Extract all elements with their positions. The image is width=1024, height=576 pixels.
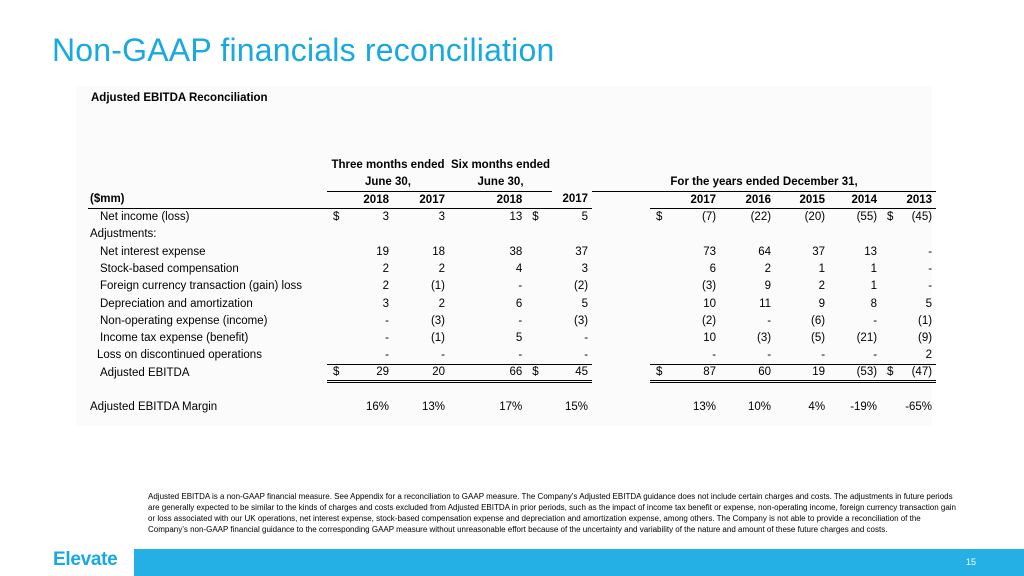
header-three-months-date: June 30,	[327, 174, 449, 191]
cell: -	[928, 280, 933, 293]
cell: 2	[899, 347, 936, 364]
cell: -	[385, 332, 389, 345]
table-title: Adjusted EBITDA Reconciliation	[91, 92, 268, 104]
header-three-months: Three months ended	[331, 159, 445, 172]
cell: 11	[759, 297, 772, 310]
table-row	[88, 278, 936, 295]
row-label: Income tax expense (benefit)	[100, 332, 249, 345]
cell: (2)	[701, 314, 717, 327]
cell: -	[552, 347, 592, 364]
elevate-logo: Elevate	[53, 549, 118, 570]
cell: (3)	[756, 332, 772, 345]
cell: (7)	[701, 211, 717, 224]
cell: -	[472, 347, 526, 364]
cell: (3)	[430, 314, 445, 327]
col-header: 2014	[829, 192, 881, 209]
cell: -	[775, 347, 829, 364]
header-row-2	[88, 174, 936, 191]
cell: 1	[818, 262, 826, 275]
cell: 4	[515, 262, 523, 275]
cell: 3	[382, 211, 389, 224]
cell: (3)	[701, 280, 717, 293]
footer-bar	[134, 549, 1024, 576]
row-label: Net interest expense	[100, 245, 206, 258]
row-label: Net income (loss)	[100, 211, 190, 224]
cell: 60	[720, 365, 775, 382]
cell: (1)	[917, 314, 933, 327]
column-header-row	[88, 192, 936, 209]
currency-symbol: $	[327, 365, 347, 382]
cell: (22)	[750, 211, 772, 224]
cell: 45	[552, 365, 592, 382]
currency-symbol: $	[650, 365, 670, 382]
cell: -	[393, 347, 449, 364]
cell: 2	[438, 262, 445, 275]
cell: -	[584, 332, 589, 345]
cell: -	[518, 280, 523, 293]
cell: 2	[382, 262, 389, 275]
table-row	[88, 347, 936, 364]
cell: (9)	[917, 332, 933, 345]
table-row	[88, 226, 936, 243]
cell: 5	[515, 332, 523, 345]
cell: 3	[382, 297, 389, 310]
cell: 10	[703, 297, 717, 310]
cell: 6	[709, 262, 717, 275]
cell: 13%	[421, 401, 445, 414]
cell: -	[720, 347, 775, 364]
cell: (5)	[810, 332, 826, 345]
cell: (53)	[829, 365, 881, 382]
cell: (1)	[430, 280, 445, 293]
row-label: Adjusted EBITDA	[100, 366, 190, 379]
cell: 13%	[693, 401, 717, 414]
cell: 73	[703, 245, 717, 258]
unit-label: ($mm)	[88, 192, 327, 209]
cell: 8	[870, 297, 878, 310]
row-label: Stock-based compensation	[100, 262, 239, 275]
cell: 38	[509, 245, 523, 258]
cell: 5	[581, 211, 589, 224]
cell: (47)	[899, 365, 936, 382]
cell: 2	[764, 262, 772, 275]
table-row	[88, 295, 936, 312]
cell: -19%	[850, 401, 878, 414]
cell: 13	[509, 211, 523, 224]
row-label: Adjusted EBITDA Margin	[90, 401, 218, 414]
cell: 87	[670, 365, 720, 382]
col-header: 2016	[720, 192, 775, 209]
cell: -	[385, 314, 389, 327]
footnote: Adjusted EBITDA is a non-GAAP financial measure. See Appendix for a reconciliation to GAAP measure. The Company’s Adjusted EBITDA guidance does not include certain charges and costs. The adjustments in future periods are generally expected to be similar to the kinds of charges and costs excluded from Adjusted EBITDA in prior periods, such as the impact of income tax benefit or expense, non-operating income, foreign currency transaction gain or loss associated with our UK operations, net interest expense, stock-based compensation expense and depreciation and amortization expense, among others. The Company is not able to provide a reconciliation of the Company’s non-GAAP financial guidance to the corresponding GAAP measure without unreasonable effort because of the uncertainty and variability of the nature and amount of these future charges and costs.	[148, 492, 956, 534]
cell: (55)	[856, 211, 878, 224]
cell: -65%	[905, 401, 933, 414]
cell: -	[928, 262, 933, 275]
cell: 6	[515, 297, 523, 310]
col-header: 2018	[472, 192, 526, 209]
cell: (2)	[573, 280, 589, 293]
table-row-total	[88, 365, 936, 382]
cell: 37	[575, 245, 589, 258]
cell: 19	[376, 245, 389, 258]
cell: (21)	[856, 332, 878, 345]
currency-symbol: $	[526, 365, 552, 382]
header-six-months: Six months ended	[451, 159, 551, 172]
cell: 66	[472, 365, 526, 382]
cell: 16%	[365, 401, 389, 414]
cell: 29	[347, 365, 393, 382]
slide-title: Non-GAAP financials reconciliation	[52, 32, 555, 68]
cell: 10	[703, 332, 717, 345]
cell: 9	[764, 280, 772, 293]
cell: 1	[870, 262, 878, 275]
currency-symbol: $	[656, 211, 663, 224]
cell: -	[518, 314, 523, 327]
col-header: 2017	[393, 192, 449, 209]
cell: 5	[581, 297, 589, 310]
cell: 3	[581, 262, 589, 275]
cell: 19	[775, 365, 829, 382]
cell: -	[873, 314, 878, 327]
cell: (20)	[804, 211, 826, 224]
cell: (1)	[430, 332, 445, 345]
cell: (6)	[810, 314, 826, 327]
table-row	[88, 313, 936, 330]
ebitda-reconciliation-table	[88, 157, 936, 416]
cell: -	[829, 347, 881, 364]
cell: 2	[438, 297, 445, 310]
col-header: 2017	[670, 192, 720, 209]
row-label: Adjustments:	[90, 228, 157, 241]
cell: 1	[870, 280, 878, 293]
cell: 5	[925, 297, 933, 310]
cell: -	[928, 245, 933, 258]
cell: 4%	[808, 401, 826, 414]
table-row-margin	[88, 399, 936, 416]
col-header: 2017	[552, 192, 592, 209]
currency-symbol: $	[532, 211, 539, 224]
cell: 18	[432, 245, 445, 258]
table-row	[88, 209, 936, 226]
row-label: Non-operating expense (income)	[100, 314, 268, 327]
cell: 37	[812, 245, 826, 258]
row-label: Depreciation and amortization	[100, 297, 253, 310]
row-label: Loss on discontinued operations	[97, 349, 262, 362]
col-header: 2015	[775, 192, 829, 209]
cell: -	[347, 347, 393, 364]
cell: 2	[818, 280, 826, 293]
col-header: 2018	[347, 192, 393, 209]
col-header: 2013	[899, 192, 936, 209]
cell: 2	[382, 280, 389, 293]
cell: 9	[818, 297, 826, 310]
currency-symbol: $	[887, 211, 894, 224]
row-label: Foreign currency transaction (gain) loss	[100, 280, 302, 293]
cell: 20	[393, 365, 449, 382]
page-number: 15	[965, 557, 976, 567]
currency-symbol: $	[881, 365, 899, 382]
table-row	[88, 243, 936, 260]
cell: (45)	[911, 211, 933, 224]
table-row	[88, 261, 936, 278]
spacer-row	[88, 382, 936, 399]
cell: 3	[438, 211, 445, 224]
cell: 64	[758, 245, 772, 258]
currency-symbol: $	[333, 211, 340, 224]
cell: -	[670, 347, 720, 364]
cell: 13	[864, 245, 878, 258]
cell: (3)	[573, 314, 589, 327]
header-six-months-date: June 30,	[449, 174, 552, 191]
table-row	[88, 330, 936, 347]
header-years: For the years ended December 31,	[592, 174, 936, 191]
cell: 10%	[748, 401, 772, 414]
cell: 15%	[565, 401, 589, 414]
header-row-1	[88, 157, 936, 174]
cell: -	[767, 314, 772, 327]
cell: 17%	[499, 401, 523, 414]
